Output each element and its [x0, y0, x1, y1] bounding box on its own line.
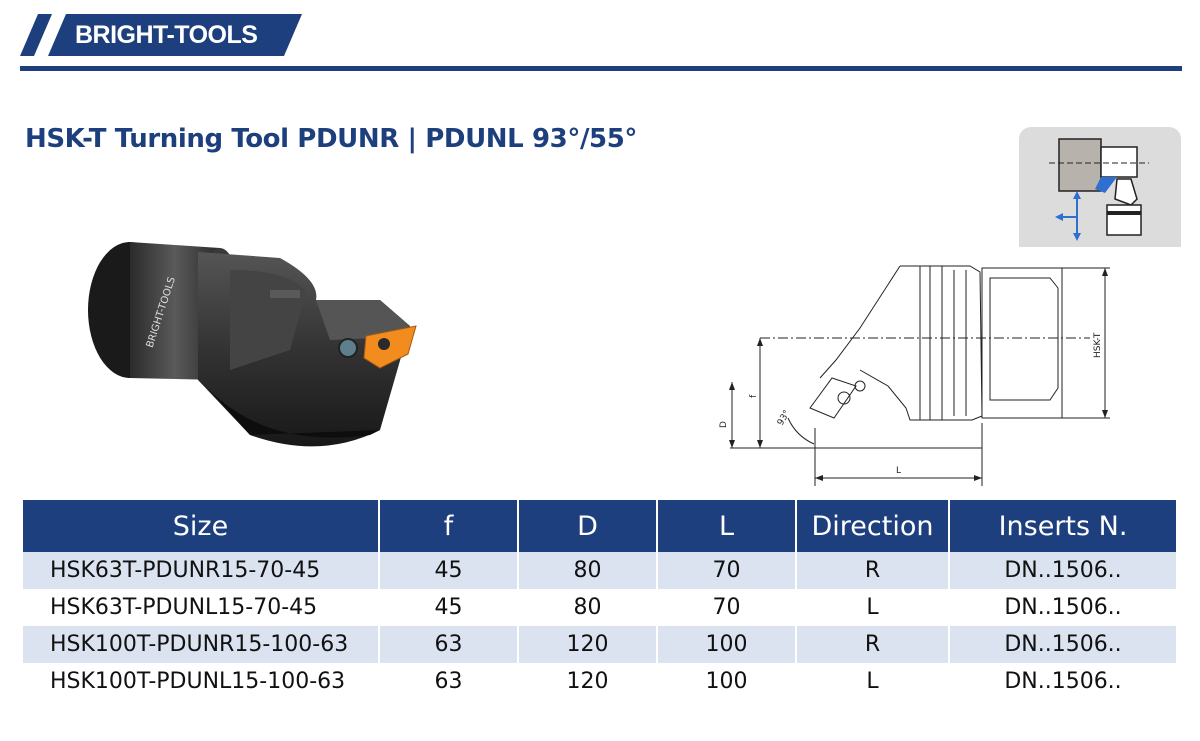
cell-size: HSK100T-PDUNL15-100-63 [23, 663, 379, 700]
header-inserts: Inserts N. [949, 500, 1176, 552]
cell-direction: L [796, 589, 949, 626]
header-rule [20, 66, 1182, 71]
cell-direction: R [796, 626, 949, 663]
dim-l-label: L [896, 466, 902, 476]
cell-size: HSK63T-PDUNR15-70-45 [23, 552, 379, 589]
cell-direction: L [796, 663, 949, 700]
cell-size: HSK100T-PDUNR15-100-63 [23, 626, 379, 663]
cell-f: 63 [379, 663, 518, 700]
spec-table [23, 500, 1176, 700]
header-d: D [518, 500, 657, 552]
brand-name: BRIGHT-TOOLS [75, 21, 258, 49]
shank-label: HSK-T [1093, 332, 1103, 358]
product-engraving: BRIGHT-TOOLS [144, 275, 178, 350]
cell-inserts: DN..1506.. [949, 663, 1176, 700]
cell-l: 100 [657, 663, 796, 700]
cell-d: 80 [518, 552, 657, 589]
cell-l: 70 [657, 552, 796, 589]
table-row [23, 552, 1176, 589]
product-photo [80, 230, 425, 465]
orientation-thumbnail [1019, 127, 1181, 247]
cell-size: HSK63T-PDUNL15-70-45 [23, 589, 379, 626]
header-size: Size [23, 500, 379, 552]
technical-drawing [710, 258, 1130, 488]
header-f: f [379, 500, 518, 552]
cell-f: 63 [379, 626, 518, 663]
cell-inserts: DN..1506.. [949, 626, 1176, 663]
dim-d-label: D [719, 421, 729, 428]
table-row [23, 663, 1176, 700]
table-row [23, 626, 1176, 663]
cell-d: 120 [518, 663, 657, 700]
dim-f-label: f [749, 394, 759, 398]
cell-l: 100 [657, 626, 796, 663]
cell-inserts: DN..1506.. [949, 552, 1176, 589]
cell-f: 45 [379, 552, 518, 589]
cell-l: 70 [657, 589, 796, 626]
header-l: L [657, 500, 796, 552]
cell-f: 45 [379, 589, 518, 626]
table-header-row [23, 500, 1176, 552]
page-title: HSK-T Turning Tool PDUNR | PDUNL 93°/55° [25, 124, 638, 154]
table-row [23, 589, 1176, 626]
angle-label: 93° [775, 408, 793, 428]
cell-inserts: DN..1506.. [949, 589, 1176, 626]
cell-direction: R [796, 552, 949, 589]
cell-d: 120 [518, 626, 657, 663]
cell-d: 80 [518, 589, 657, 626]
header-direction: Direction [796, 500, 949, 552]
